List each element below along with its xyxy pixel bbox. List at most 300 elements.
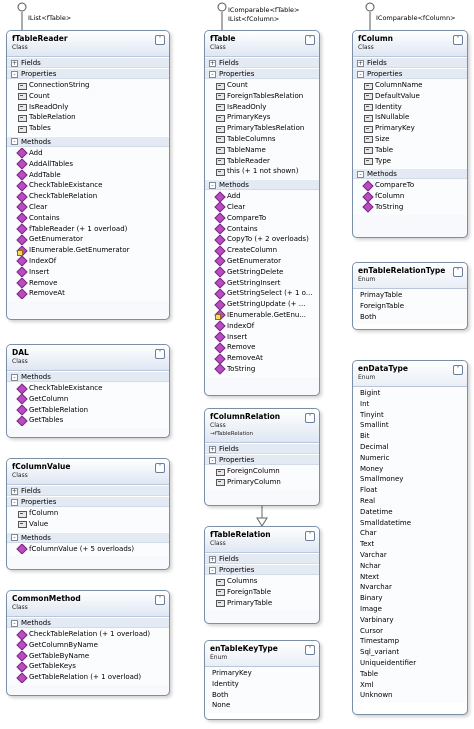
member-getstringupdate[interactable] [205,299,319,310]
collapse-chevron-icon[interactable]: ˄ [305,35,315,45]
dal-class-box[interactable] [6,344,170,438]
member-getstringselect-1-o[interactable] [205,288,319,299]
method-icon [215,236,224,243]
member-label: Both [360,312,377,321]
type-name: DAL [12,348,29,357]
member-nchar[interactable] [353,561,467,572]
member-label: Table [360,669,379,678]
member-removeat[interactable] [205,353,319,364]
member-tablecolumns[interactable] [205,134,319,145]
member-getcolumn[interactable] [7,394,169,405]
method-icon [215,225,224,232]
member-label: GetStringSelect (+ 1 o... [227,289,313,298]
section-properties[interactable] [7,496,169,507]
member-gettablebyname[interactable] [7,651,169,662]
member-both[interactable] [205,690,319,701]
member-getstringdelete[interactable] [205,267,319,278]
member-label: Add [29,148,43,157]
type-kind: Class [210,44,226,51]
member-datetime[interactable] [353,507,467,518]
member-primarykeys[interactable] [205,112,319,123]
member-columns[interactable] [205,576,319,587]
collapse-icon[interactable]: - [11,374,18,381]
method-icon [17,225,26,232]
member-label: Nvarchar [360,583,392,592]
ilist-ftable-lollipop [18,3,26,30]
member-label: GetEnumerator [29,235,83,244]
member-compareto[interactable] [205,213,319,224]
box-header [7,31,169,57]
member-getenumerator[interactable] [7,234,169,245]
member-list [7,382,169,428]
property-icon [215,135,224,142]
method-icon [17,290,26,297]
member-image[interactable] [353,604,467,615]
member-label: Timestamp [360,637,400,646]
section-properties[interactable] [353,68,467,79]
member-checktablerelation-1-overload[interactable] [7,629,169,640]
member-tostring[interactable] [205,364,319,375]
property-icon [215,82,224,89]
member-isnullable[interactable] [353,112,467,123]
member-label: CopyTo (+ 2 overloads) [227,235,309,244]
property-icon [363,114,372,121]
member-ftablereader-1-overload[interactable] [7,224,169,235]
member-list [7,79,169,136]
entablekeytype-enum-box[interactable] [204,640,320,720]
property-icon [17,520,26,527]
commonmethod-class-box[interactable] [6,590,170,696]
member-tablereader[interactable] [205,156,319,167]
collapse-icon[interactable]: - [209,457,216,464]
fcolumnrelation-class-box[interactable] [204,408,320,506]
collapse-chevron-icon[interactable]: ˄ [305,413,315,423]
member-columnname[interactable] [353,80,467,91]
type-kind: Enum [358,276,376,283]
section-fields[interactable] [353,57,467,68]
section-label: Properties [219,456,255,464]
member-tablerelation[interactable] [7,112,169,123]
endatatype-enum-box[interactable] [352,360,468,715]
member-createcolumn[interactable] [205,245,319,256]
member-label: Contains [29,213,60,222]
property-icon [363,103,372,110]
section-methods[interactable] [353,168,467,179]
member-binary[interactable] [353,593,467,604]
member-checktableexistance[interactable] [7,383,169,394]
property-icon [215,599,224,606]
member-gettablerelation-1-overload[interactable] [7,672,169,683]
member-unknown[interactable] [353,690,467,701]
ftablereader-class-box[interactable] [6,30,170,320]
fcolumn-class-box[interactable] [352,30,468,238]
member-decimal[interactable] [353,442,467,453]
member-label: Count [29,91,50,100]
section-label: Methods [367,170,397,179]
member-copyto-2-overloads[interactable] [205,234,319,245]
member-label: GetEnumerator [227,256,281,265]
member-label: Numeric [360,453,390,462]
member-count[interactable] [7,91,169,102]
member-label: AddAllTables [29,159,73,168]
member-gettables[interactable] [7,415,169,426]
member-connectionstring[interactable] [7,80,169,91]
collapse-icon[interactable]: - [357,171,364,178]
member-label: Insert [227,332,248,341]
member-tinyint[interactable] [353,410,467,421]
member-contains[interactable] [7,213,169,224]
collapse-icon[interactable]: - [11,71,18,78]
member-size[interactable] [353,134,467,145]
member-real[interactable] [353,496,467,507]
member-label: Uniqueidentifier [360,658,417,667]
member-none[interactable] [205,700,319,711]
method-icon [363,182,372,189]
member-identity[interactable] [205,679,319,690]
member-label: GetTableByName [29,651,90,660]
inheritance-arrow [257,506,267,526]
member-label: RemoveAt [227,354,263,363]
type-name: fColumnRelation [210,412,281,421]
member-label: Text [360,540,375,549]
method-icon [17,652,26,659]
collapse-chevron-icon[interactable]: ˄ [155,35,165,45]
collapse-chevron-icon[interactable]: ˄ [305,645,315,655]
member-label: None [212,701,231,710]
expand-icon[interactable]: + [210,445,216,453]
method-icon [17,182,26,189]
section-label: Properties [219,566,255,574]
section-label: Properties [367,70,403,78]
expand-icon[interactable]: + [358,59,364,67]
section-properties[interactable] [7,68,169,79]
member-label: Unknown [360,691,393,700]
member-label: Money [360,464,384,473]
member-isreadonly[interactable] [7,102,169,113]
member-label: GetTableRelation [29,405,89,414]
member-label: Real [360,496,376,505]
member-getenumerator[interactable] [205,256,319,267]
method-icon [215,365,224,372]
member-cursor[interactable] [353,626,467,637]
collapse-icon[interactable]: - [11,534,18,541]
member-this-1-not-shown[interactable] [205,166,319,177]
member-label: Count [227,81,248,89]
member-money[interactable] [353,464,467,475]
property-icon [215,588,224,595]
member-label: Datetime [360,507,393,516]
property-icon [215,468,224,475]
member-getstringinsert[interactable] [205,278,319,289]
type-kind: Class [358,44,374,51]
member-label: CheckTableRelation [29,192,98,201]
member-identity[interactable] [353,102,467,113]
property-icon [17,125,26,132]
section-fields[interactable] [7,485,169,496]
member-gettablerelation[interactable] [7,405,169,416]
section-methods[interactable] [205,179,319,190]
member-label: CompareTo [375,181,415,190]
member-label: fColumnValue (+ 5 overloads) [29,544,135,553]
member-label: GetStringUpdate (+ ... [227,300,306,309]
member-type[interactable] [353,156,467,167]
member-addalltables[interactable] [7,159,169,170]
member-label: PrimaryKey [375,124,415,133]
member-label: IndexOf [29,256,57,265]
member-compareto[interactable] [353,180,467,191]
member-label: GetStringInsert [227,278,281,287]
collapse-icon[interactable]: - [209,567,216,574]
member-label: ToString [375,202,404,211]
member-label: IsNullable [375,113,410,122]
member-sql-variant[interactable] [353,647,467,658]
member-label: IEnumerable.GetEnu... [227,310,307,319]
member-gettablekeys[interactable] [7,661,169,672]
member-smallint[interactable] [353,420,467,431]
member-fcolumn[interactable] [7,508,169,519]
method-icon [215,193,224,200]
member-table[interactable] [353,145,467,156]
method-icon [215,333,224,340]
member-tostring[interactable] [353,202,467,213]
member-list [7,628,169,685]
member-insert[interactable] [7,267,169,278]
member-label: GetTables [29,416,64,425]
member-label: Decimal [360,442,389,451]
member-primarykey[interactable] [353,123,467,134]
method-icon [17,160,26,167]
member-primarytable[interactable] [205,598,319,609]
member-list [353,179,467,214]
section-fields[interactable] [7,57,169,68]
property-icon [363,82,372,89]
member-label: ForeignColumn [227,467,280,475]
member-label: CheckTableExistance [29,384,103,392]
collapse-icon[interactable]: - [11,138,18,145]
member-ienumerable-getenumerator[interactable] [7,245,169,256]
member-getcolumnbyname[interactable] [7,640,169,651]
member-smallmoney[interactable] [353,474,467,485]
collapse-icon[interactable]: - [209,71,216,78]
method-icon [17,257,26,264]
member-char[interactable] [353,528,467,539]
member-nvarchar[interactable] [353,582,467,593]
member-label: IEnumerable.GetEnumerator [29,246,130,255]
member-count[interactable] [205,80,319,91]
type-name: enTableKeyType [210,644,278,653]
member-timestamp[interactable] [353,636,467,647]
property-icon [215,578,224,585]
member-foreigncolumn[interactable] [205,466,319,477]
member-label: ColumnName [375,81,423,89]
member-label: Clear [29,202,48,211]
member-label: Size [375,134,390,143]
method-icon [17,279,26,286]
property-icon [17,103,26,110]
member-label: fColumn [375,192,405,201]
member-defaultvalue[interactable] [353,91,467,102]
method-icon [17,641,26,648]
member-value[interactable] [7,519,169,530]
member-bit[interactable] [353,431,467,442]
box-header [205,31,319,57]
member-clear[interactable] [7,202,169,213]
member-checktablerelation[interactable] [7,191,169,202]
section-label: Methods [21,373,51,381]
method-icon [17,171,26,178]
type-kind: Enum [358,374,376,381]
method-icon [215,279,224,286]
type-name: fColumn [358,34,393,43]
section-fields[interactable] [205,553,319,564]
section-label: Methods [21,619,51,627]
member-label: Cursor [360,626,384,635]
method-icon [215,322,224,329]
member-fcolumnvalue-5-overloads[interactable] [7,544,169,555]
member-isreadonly[interactable] [205,102,319,113]
type-name: CommonMethod [12,594,81,603]
collapse-chevron-icon[interactable]: ˄ [453,35,463,45]
member-xml[interactable] [353,680,467,691]
section-fields[interactable] [205,57,319,68]
member-label: IsReadOnly [227,102,267,111]
method-icon [17,406,26,413]
collapse-chevron-icon[interactable]: ˄ [155,349,165,359]
box-header [353,263,467,289]
member-checktableexistance[interactable] [7,180,169,191]
ftablerelation-class-box[interactable] [204,526,320,624]
member-contains[interactable] [205,224,319,235]
fcolumnvalue-class-box[interactable] [6,458,170,570]
member-text[interactable] [353,539,467,550]
member-bigint[interactable] [353,388,467,399]
member-label: Value [29,519,49,528]
member-label: Image [360,604,382,613]
member-ntext[interactable] [353,572,467,583]
expand-icon[interactable]: + [12,487,18,495]
member-smalldatetime[interactable] [353,518,467,529]
expand-icon[interactable]: + [210,59,216,67]
method-icon [215,344,224,351]
member-table[interactable] [353,669,467,680]
member-clear[interactable] [205,202,319,213]
type-kind: Class [12,604,28,611]
member-label: Smallmoney [360,475,404,484]
collapse-chevron-icon[interactable]: ˄ [453,365,463,375]
section-label: Fields [219,59,239,67]
section-properties[interactable] [205,68,319,79]
member-foreigntable[interactable] [205,587,319,598]
section-methods[interactable] [7,136,169,147]
member-list [7,507,169,532]
type-kind: Class [210,422,226,429]
member-uniqueidentifier[interactable] [353,658,467,669]
member-primarycolumn[interactable] [205,477,319,488]
member-int[interactable] [353,399,467,410]
expand-icon[interactable]: + [210,555,216,563]
collapse-chevron-icon[interactable]: ˄ [155,463,165,473]
member-label: GetTableKeys [29,662,76,671]
member-list [205,465,319,490]
section-fields[interactable] [205,443,319,454]
member-primarytablesrelation[interactable] [205,123,319,134]
member-removeat[interactable] [7,288,169,299]
member-tablename[interactable] [205,145,319,156]
expand-icon[interactable]: + [12,59,18,67]
collapse-chevron-icon[interactable]: ˄ [155,595,165,605]
member-indexof[interactable] [7,256,169,267]
member-add[interactable] [7,148,169,159]
member-label: Char [360,529,377,538]
member-indexof[interactable] [205,321,319,332]
section-methods[interactable] [7,617,169,628]
member-label: IsReadOnly [29,102,69,111]
collapse-icon[interactable]: - [357,71,364,78]
property-icon [215,114,224,121]
ftable-class-box[interactable] [204,30,320,396]
collapse-icon[interactable]: - [11,499,18,506]
member-label: fTableReader (+ 1 overload) [29,224,128,233]
member-label: Add [227,192,241,201]
section-label: Fields [21,59,41,67]
member-label: ForeignTablesRelation [227,91,304,100]
section-label: Fields [219,445,239,453]
member-foreigntable[interactable] [353,301,467,312]
section-label: Properties [21,70,57,78]
collapse-chevron-icon[interactable]: ˄ [453,267,463,277]
section-methods[interactable] [7,532,169,543]
member-foreigntablesrelation[interactable] [205,91,319,102]
box-header [7,459,169,485]
member-label: Nchar [360,561,381,570]
property-icon [215,125,224,132]
collapse-icon[interactable]: - [11,620,18,627]
collapse-icon[interactable]: - [209,182,216,189]
member-label: Varbinary [360,615,394,624]
member-label: Float [360,486,378,495]
section-properties[interactable] [205,564,319,575]
member-remove[interactable] [205,342,319,353]
section-methods[interactable] [7,371,169,382]
member-label: TableRelation [29,113,76,122]
member-ienumerable-getenu[interactable] [205,310,319,321]
member-list [353,289,467,324]
section-properties[interactable] [205,454,319,465]
member-fcolumn[interactable] [353,191,467,202]
member-label: Remove [227,343,256,352]
member-primaytable[interactable] [353,290,467,301]
property-icon [363,146,372,153]
member-primarykey[interactable] [205,668,319,679]
method-icon [215,355,224,362]
collapse-chevron-icon[interactable]: ˄ [305,531,315,541]
member-tables[interactable] [7,123,169,134]
member-numeric[interactable] [353,453,467,464]
member-varbinary[interactable] [353,615,467,626]
member-varchar[interactable] [353,550,467,561]
member-add[interactable] [205,191,319,202]
member-remove[interactable] [7,278,169,289]
method-icon [17,203,26,210]
member-list [7,543,169,557]
member-insert[interactable] [205,332,319,343]
property-icon [363,135,372,142]
member-float[interactable] [353,485,467,496]
member-both[interactable] [353,312,467,323]
entablerelationtype-enum-box[interactable] [352,262,468,330]
member-addtable[interactable] [7,170,169,181]
member-label: IndexOf [227,321,255,330]
